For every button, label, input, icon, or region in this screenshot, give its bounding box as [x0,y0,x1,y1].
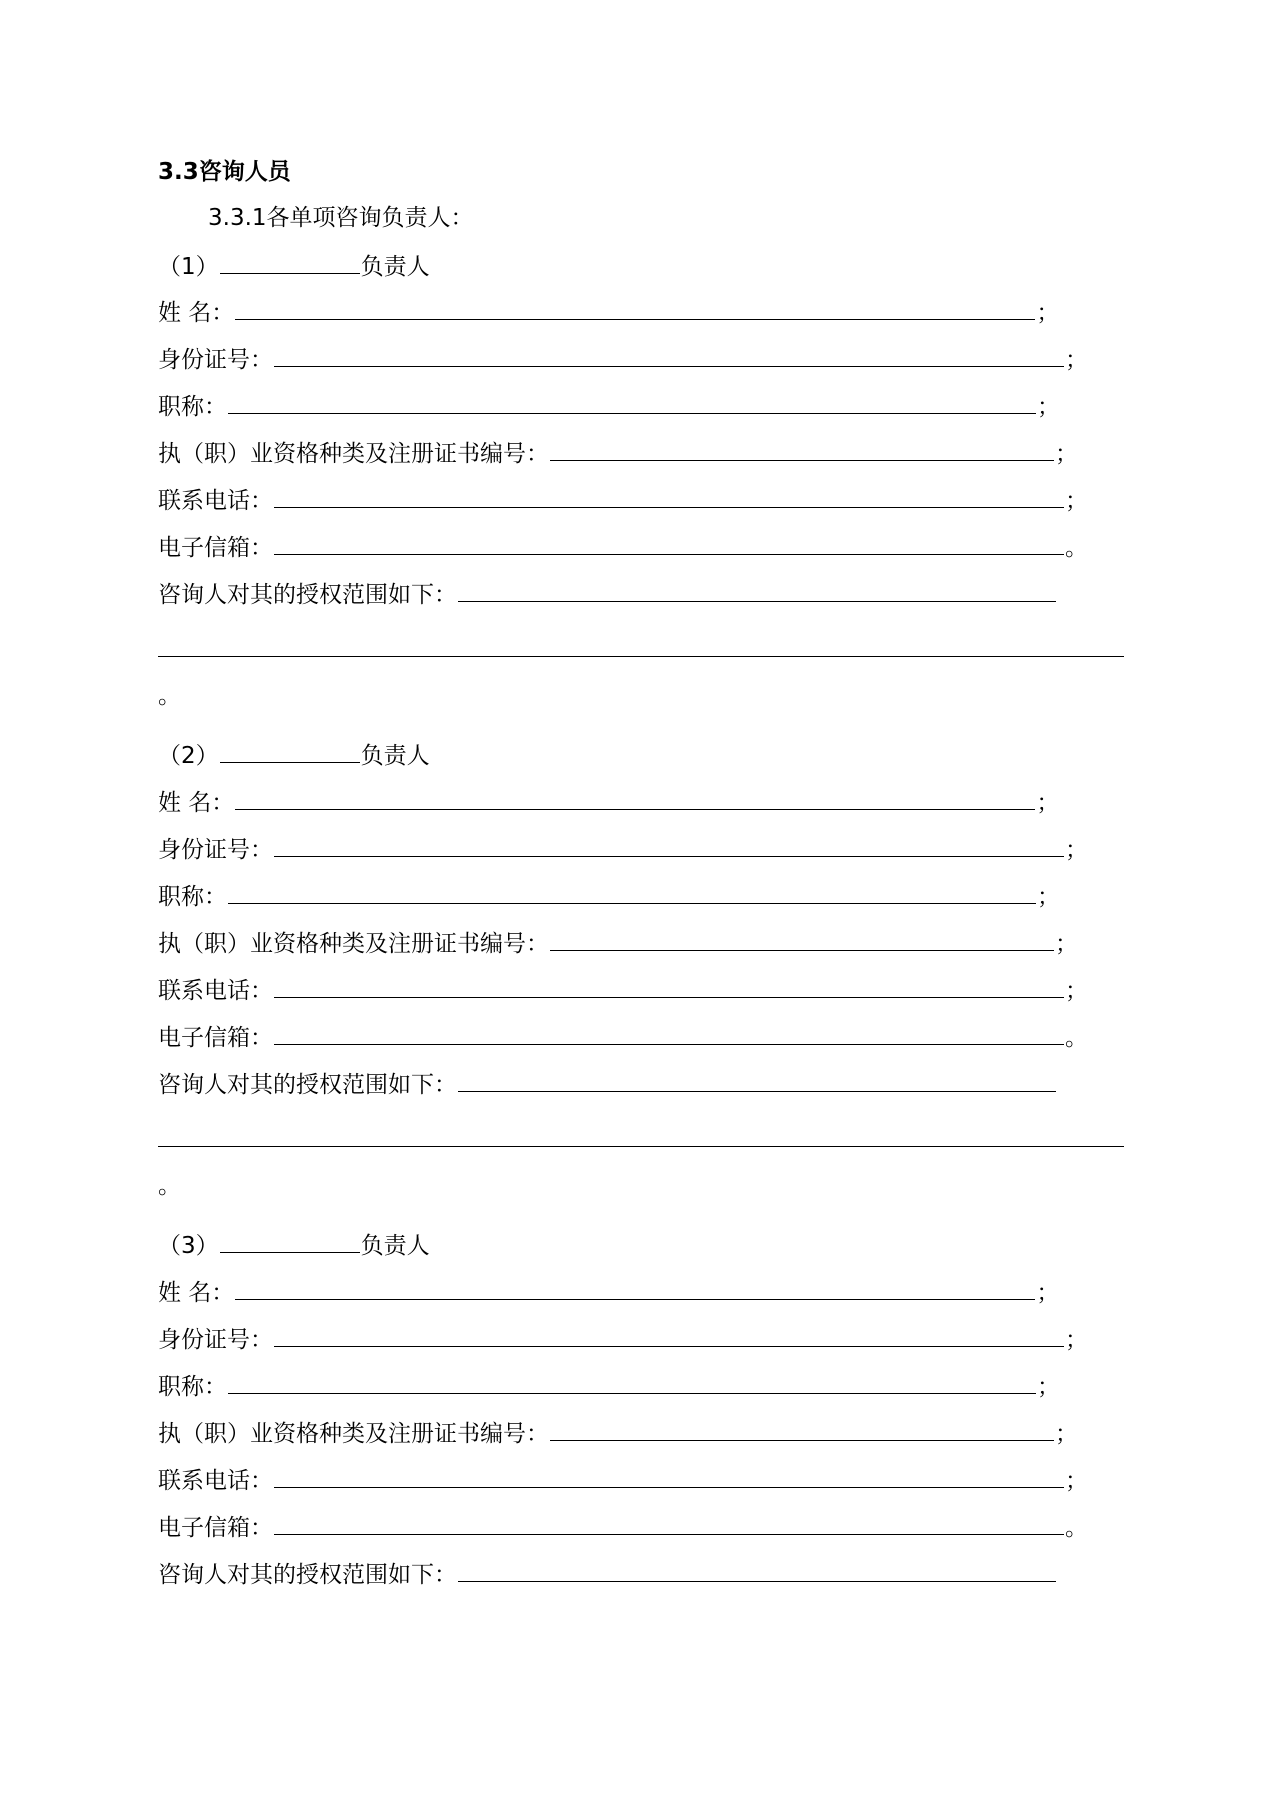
scope-label: 咨询人对其的授权范围如下： [158,1562,457,1588]
email-blank[interactable] [274,1016,1064,1045]
email-label: 电子信箱： [158,535,273,561]
semicolon: ； [1055,441,1078,467]
id-blank[interactable] [274,828,1064,857]
name-blank[interactable] [235,1271,1035,1300]
entry-number: （3） [158,1233,219,1259]
id-label: 身份证号： [158,837,273,863]
title-blank[interactable] [228,385,1036,414]
semicolon: ； [1055,1421,1078,1447]
period: 。 [1065,1515,1088,1541]
semicolon: ； [1065,1468,1088,1494]
cert-label: 执（职）业资格种类及注册证书编号： [158,931,549,957]
role-blank[interactable] [220,1224,360,1253]
role-suffix: 负责人 [360,743,430,769]
entry-number: （2） [158,743,219,769]
name-blank[interactable] [235,291,1035,320]
section-title: 3.3咨询人员 [158,159,291,185]
semicolon: ； [1065,347,1088,373]
scope-blank[interactable] [458,1553,1056,1582]
phone-label: 联系电话： [158,978,273,1004]
role-suffix: 负责人 [360,254,430,280]
semicolon: ； [1065,978,1088,1004]
scope-continuation-line[interactable] [158,656,1124,657]
name-label: 姓 名： [158,1280,235,1306]
id-blank[interactable] [274,1318,1064,1347]
id-label: 身份证号： [158,1327,273,1353]
semicolon: ； [1036,790,1060,816]
semicolon: ； [1065,488,1088,514]
title-blank[interactable] [228,1365,1036,1394]
role-blank[interactable] [220,734,360,763]
title-blank[interactable] [228,875,1036,904]
semicolon: ； [1036,300,1060,326]
period: 。 [1065,1025,1088,1051]
cert-blank[interactable] [550,922,1054,951]
scope-blank[interactable] [458,1063,1056,1092]
cert-blank[interactable] [550,432,1054,461]
email-label: 电子信箱： [158,1515,273,1541]
scope-continuation-line[interactable] [158,1146,1124,1147]
cert-blank[interactable] [550,1412,1054,1441]
phone-blank[interactable] [274,1459,1064,1488]
phone-blank[interactable] [274,479,1064,508]
id-blank[interactable] [274,338,1064,367]
phone-blank[interactable] [274,969,1064,998]
semicolon: ； [1065,1327,1088,1353]
semicolon: ； [1037,394,1060,420]
id-label: 身份证号： [158,347,273,373]
name-label: 姓 名： [158,790,235,816]
phone-label: 联系电话： [158,488,273,514]
title-label: 职称： [158,884,227,910]
semicolon: ； [1037,884,1060,910]
role-suffix: 负责人 [360,1233,430,1259]
scope-label: 咨询人对其的授权范围如下： [158,582,457,608]
phone-label: 联系电话： [158,1468,273,1494]
name-blank[interactable] [235,781,1035,810]
scope-end-period: 。 [158,683,181,709]
semicolon: ； [1065,837,1088,863]
title-label: 职称： [158,394,227,420]
scope-end-period: 。 [158,1173,181,1199]
subsection-title: 3.3.1各单项咨询负责人： [208,205,474,231]
name-label: 姓 名： [158,300,235,326]
role-blank[interactable] [220,245,360,274]
scope-label: 咨询人对其的授权范围如下： [158,1072,457,1098]
title-label: 职称： [158,1374,227,1400]
period: 。 [1065,535,1088,561]
scope-blank[interactable] [458,573,1056,602]
email-label: 电子信箱： [158,1025,273,1051]
entry-number: （1） [158,254,219,280]
semicolon: ； [1036,1280,1060,1306]
email-blank[interactable] [274,526,1064,555]
semicolon: ； [1055,931,1078,957]
cert-label: 执（职）业资格种类及注册证书编号： [158,441,549,467]
semicolon: ； [1037,1374,1060,1400]
cert-label: 执（职）业资格种类及注册证书编号： [158,1421,549,1447]
email-blank[interactable] [274,1506,1064,1535]
